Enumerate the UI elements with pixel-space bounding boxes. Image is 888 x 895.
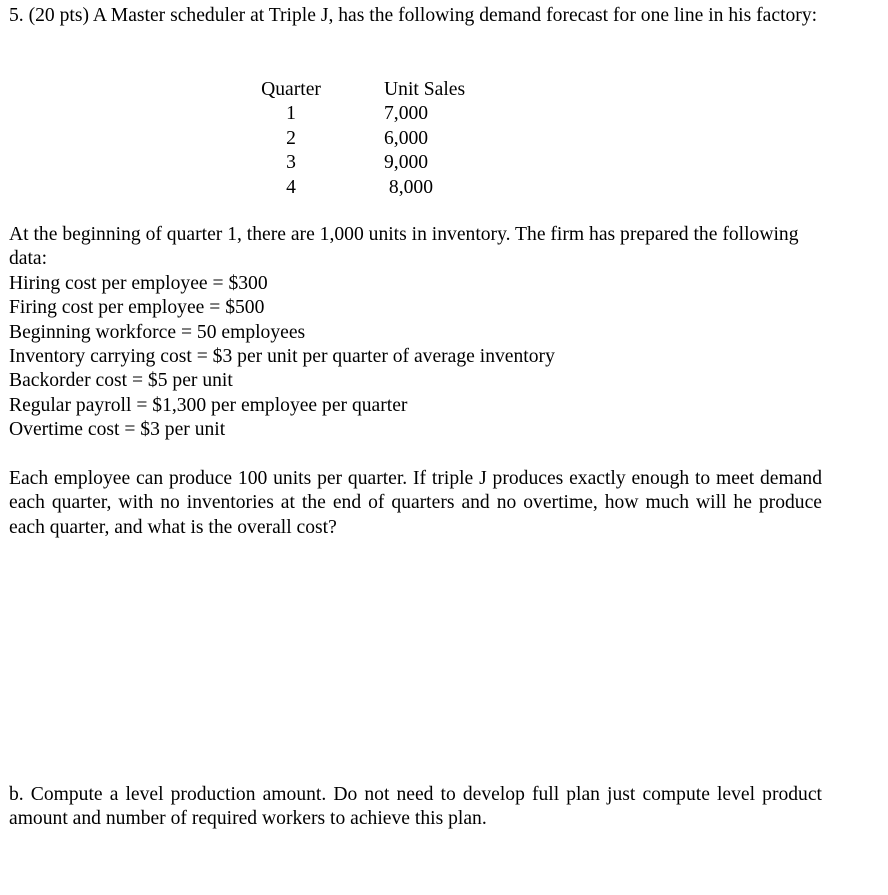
table-row [259, 176, 465, 200]
part-b-question: b. Compute a level production amount. Do not need to develop full plan just compute level product amount and number of required workers to achieve this plan. [9, 784, 822, 830]
overtime-cost-line: Overtime cost = $3 per unit [9, 419, 226, 441]
regular-payroll-line: Regular payroll = $1,300 per employee per quarter [9, 394, 408, 416]
demand-forecast-table [259, 78, 465, 200]
unit-sales-cell: 7,000 [384, 103, 429, 125]
data-intro: At the beginning of quarter 1, there are 1,000 units in inventory. The firm has prepared the following data: [9, 224, 799, 270]
quarter-cell: 2 [286, 127, 296, 149]
unit-sales-column-header: Unit Sales [384, 79, 466, 100]
unit-sales-cell: 6,000 [384, 127, 429, 149]
quarter-cell: 1 [286, 103, 296, 125]
table-row [259, 127, 465, 151]
inventory-carrying-cost-line: Inventory carrying cost = $3 per unit per quarter of average inventory [9, 346, 555, 368]
backorder-cost-line: Backorder cost = $5 per unit [9, 370, 233, 392]
table-row [259, 102, 465, 126]
quarter-column-header: Quarter [261, 79, 321, 100]
beginning-workforce-line: Beginning workforce = 50 employees [9, 321, 306, 343]
part-a-question: Each employee can produce 100 units per quarter. If triple J produces exactly enough to meet demand each quarter, with no inventories at the end of quarters and no overtime, how much will he produce each quarter, and what is the overall cost? [9, 468, 822, 538]
hiring-cost-line: Hiring cost per employee = $300 [9, 272, 268, 294]
unit-sales-cell: 8,000 [384, 176, 433, 198]
unit-sales-cell: 9,000 [384, 152, 429, 174]
firing-cost-line: Firing cost per employee = $500 [9, 297, 265, 319]
table-row [259, 151, 465, 175]
question-heading: 5. (20 pts) A Master scheduler at Triple J, has the following demand forecast for one line in his factory: [9, 5, 818, 26]
quarter-cell: 3 [286, 152, 296, 174]
quarter-cell: 4 [286, 176, 296, 198]
table-header-row [259, 78, 465, 102]
cost-data-block [9, 223, 809, 443]
